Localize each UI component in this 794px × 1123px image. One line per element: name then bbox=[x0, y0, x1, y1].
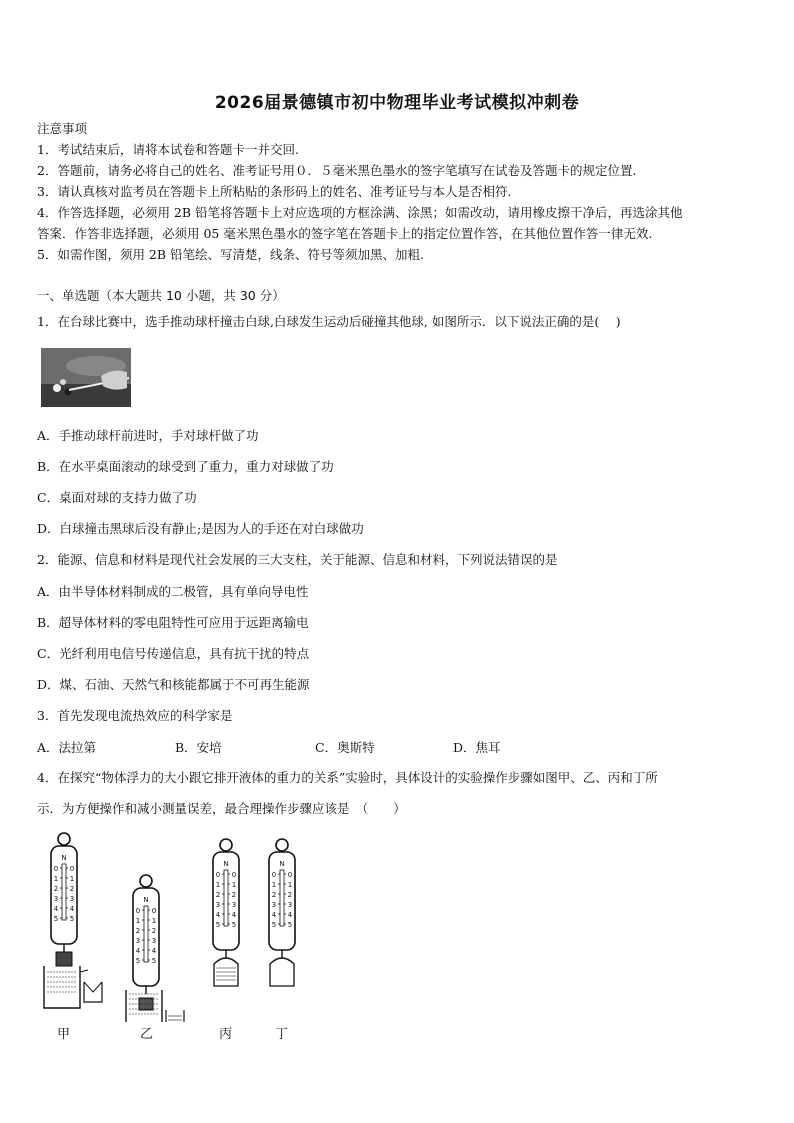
object-block bbox=[56, 952, 72, 966]
scale-tick-left: 5 bbox=[53, 915, 59, 923]
scale-slot bbox=[62, 864, 66, 920]
scale-tick-right: 1 bbox=[69, 875, 75, 883]
q1-option-a: A．手推动球杆前进时，手对球杆做了功 bbox=[37, 428, 259, 443]
q2-option-b: B．超导体材料的零电阻特性可应用于远距离输电 bbox=[37, 615, 309, 630]
billiards-photo bbox=[41, 348, 131, 407]
figure-label-ding: 丁 bbox=[275, 1027, 289, 1042]
scale-tick-right: 3 bbox=[69, 895, 75, 903]
scale-tick-right: 2 bbox=[231, 891, 237, 899]
q3-option-d: D．焦耳 bbox=[453, 740, 501, 755]
scale-tick-left: 5 bbox=[135, 957, 141, 965]
notice-heading: 注意事项 bbox=[37, 121, 88, 136]
scale-tick-left: 0 bbox=[53, 865, 59, 873]
scale-unit-label: N bbox=[143, 896, 149, 904]
scale-tick-right: 2 bbox=[287, 891, 293, 899]
notice-item-4: 4．作答选择题，必须用 2B 铅笔将答题卡上对应选项的方框涂满、涂黑；如需改动，请用橡皮擦干净后，再选涂其他 bbox=[37, 205, 683, 220]
scale-tick-right: 1 bbox=[151, 917, 157, 925]
scale-tick-left: 1 bbox=[135, 917, 141, 925]
figure-label-yi: 乙 bbox=[140, 1027, 154, 1042]
empty-bucket bbox=[270, 958, 294, 986]
scale-tick-left: 1 bbox=[215, 881, 221, 889]
scale-tick-left: 0 bbox=[135, 907, 141, 915]
scale-tick-right: 1 bbox=[231, 881, 237, 889]
scale-slot bbox=[224, 870, 228, 926]
scale-tick-right: 5 bbox=[231, 921, 237, 929]
scale-tick-left: 3 bbox=[135, 937, 141, 945]
scale-tick-right: 0 bbox=[231, 871, 237, 879]
scale-tick-left: 4 bbox=[135, 947, 141, 955]
scale-ring bbox=[58, 833, 70, 845]
q2-option-c: C．光纤利用电信号传递信息，具有抗干扰的特点 bbox=[37, 646, 310, 661]
scale-tick-left: 3 bbox=[215, 901, 221, 909]
scale-tick-left: 4 bbox=[215, 911, 221, 919]
scale-tick-left: 4 bbox=[271, 911, 277, 919]
q2-option-d: D．煤、石油、天然气和核能都属于不可再生能源 bbox=[37, 677, 310, 692]
q1-stem: 1．在台球比赛中，选手推动球杆撞击白球,白球发生运动后碰撞其他球, 如图所示．以下说法正确的是( ) bbox=[37, 314, 621, 329]
scale-tick-left: 1 bbox=[53, 875, 59, 883]
billiards-image bbox=[41, 348, 131, 407]
notice-item-3: 3．请认真核对监考员在答题卡上所粘贴的条形码上的姓名、准考证号与本人是否相符. bbox=[37, 184, 512, 199]
scale-unit-label: N bbox=[223, 860, 229, 868]
scale-tick-right: 2 bbox=[151, 927, 157, 935]
notice-item-2: 2．答题前，请务必将自己的姓名、准考证号用０．５毫米黑色墨水的签字笔填写在试卷及答题卡的规定位置. bbox=[37, 163, 637, 178]
scale-tick-right: 5 bbox=[69, 915, 75, 923]
scale-tick-left: 0 bbox=[271, 871, 277, 879]
scale-tick-left: 0 bbox=[215, 871, 221, 879]
q3-stem: 3．首先发现电流热效应的科学家是 bbox=[37, 708, 233, 723]
scale-tick-left: 4 bbox=[53, 905, 59, 913]
q3-options bbox=[37, 738, 501, 756]
q3-option-a: A．法拉第 bbox=[37, 740, 97, 755]
scale-slot bbox=[144, 906, 148, 962]
notice-item-5: 5．如需作图，须用 2B 铅笔绘、写清楚，线条、符号等须加黑、加粗. bbox=[37, 247, 425, 262]
section-heading: 一、单选题（本大题共 10 小题，共 30 分） bbox=[37, 288, 285, 303]
scale-tick-left: 5 bbox=[215, 921, 221, 929]
scale-tick-left: 2 bbox=[271, 891, 277, 899]
scale-slot bbox=[280, 870, 284, 926]
notice-item-4-cont: 答案．作答非选择题，必须用 05 毫米黑色墨水的签字笔在答题卡上的指定位置作答，在其他位置作答一律无效. bbox=[37, 226, 653, 241]
q4-stem-line1: 4．在探究“物体浮力的大小跟它排开液体的重力的关系”实验时，具体设计的实验操作步骤如图甲、乙、丙和丁所 bbox=[37, 770, 658, 785]
scale-tick-left: 1 bbox=[271, 881, 277, 889]
spout bbox=[80, 970, 88, 972]
scale-tick-left: 2 bbox=[53, 885, 59, 893]
notice-item-1: 1．考试结束后，请将本试卷和答题卡一并交回. bbox=[37, 142, 299, 157]
scale-tick-right: 2 bbox=[69, 885, 75, 893]
scale-tick-left: 3 bbox=[271, 901, 277, 909]
scale-tick-left: 2 bbox=[215, 891, 221, 899]
q3-option-b: B．安培 bbox=[175, 740, 222, 755]
q2-option-a: A．由半导体材料制成的二极管，具有单向导电性 bbox=[37, 584, 309, 599]
scale-tick-right: 0 bbox=[69, 865, 75, 873]
q1-option-b: B．在水平桌面滚动的球受到了重力，重力对球做了功 bbox=[37, 459, 334, 474]
q2-stem: 2．能源、信息和材料是现代社会发展的三大支柱，关于能源、信息和材料，下列说法错误的是 bbox=[37, 552, 558, 567]
q4-stem-line2: 示．为方便操作和减小测量误差，最合理操作步骤应该是 （ ） bbox=[37, 801, 406, 816]
scale-tick-left: 3 bbox=[53, 895, 59, 903]
q1-option-d: D．白球撞击黑球后没有静止;是因为人的手还在对白球做功 bbox=[37, 521, 364, 536]
scale-tick-left: 2 bbox=[135, 927, 141, 935]
q1-option-c: C．桌面对球的支持力做了功 bbox=[37, 490, 197, 505]
figure-label-jia: 甲 bbox=[57, 1027, 71, 1042]
scale-tick-left: 5 bbox=[271, 921, 277, 929]
spring-scale-diagram bbox=[36, 832, 316, 1022]
scale-tick-right: 3 bbox=[151, 937, 157, 945]
scale-tick-right: 4 bbox=[69, 905, 75, 913]
scale-tick-right: 4 bbox=[231, 911, 237, 919]
page-title: 2026届景德镇市初中物理毕业考试模拟冲刺卷 bbox=[214, 93, 580, 113]
scale-ring bbox=[220, 839, 232, 851]
figure-label-bing: 丙 bbox=[219, 1027, 233, 1042]
scale-unit-label: N bbox=[61, 854, 67, 862]
catch-beaker-mark bbox=[84, 982, 102, 992]
scale-tick-right: 5 bbox=[151, 957, 157, 965]
q3-option-c: C．奥斯特 bbox=[315, 740, 375, 755]
scale-ring bbox=[140, 875, 152, 887]
scale-tick-right: 3 bbox=[287, 901, 293, 909]
scale-tick-right: 4 bbox=[287, 911, 293, 919]
scale-tick-right: 1 bbox=[287, 881, 293, 889]
scale-tick-right: 0 bbox=[151, 907, 157, 915]
spring-scale-figure bbox=[36, 832, 316, 1047]
scale-unit-label: N bbox=[279, 860, 285, 868]
scale-tick-right: 5 bbox=[287, 921, 293, 929]
scale-ring bbox=[276, 839, 288, 851]
scale-tick-right: 4 bbox=[151, 947, 157, 955]
scale-tick-right: 3 bbox=[231, 901, 237, 909]
scale-tick-right: 0 bbox=[287, 871, 293, 879]
